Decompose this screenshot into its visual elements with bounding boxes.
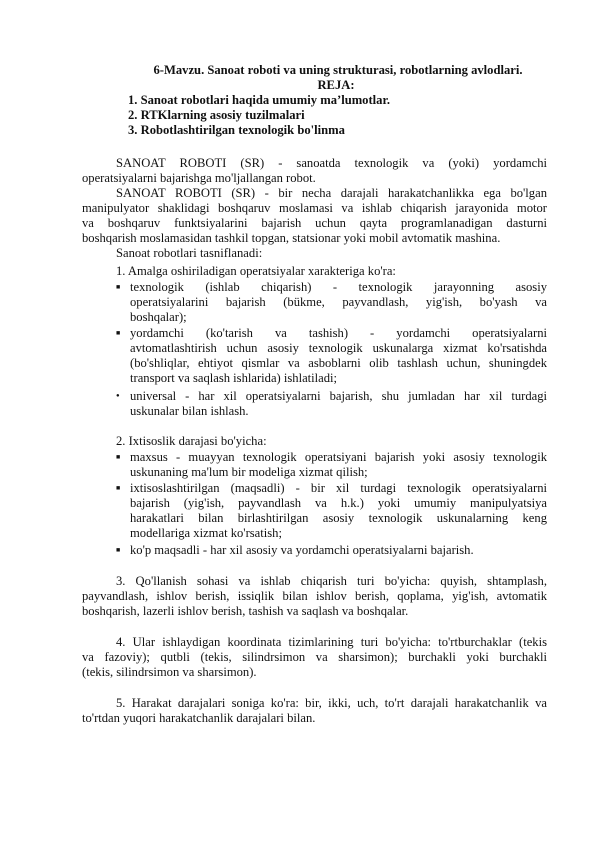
paragraph-line: (tekis, silindrsimon va sharsimon). [82, 665, 257, 679]
paragraph-line: boshqarish, lazerli ishlov berish, tashish va saqlash va boshqalar. [82, 604, 409, 618]
paragraph-line: 4. Ular ishlaydigan koordinata tizimlarining turi bo'yicha: to'rtburchaklar (tekis [116, 635, 547, 649]
list-item-line: bajarish (yig'ish, payvandlash va h.k.) yoki umumiy manipulyatsiya [130, 496, 547, 510]
definition-line: SANOAT ROBOTI (SR) - bir necha darajali harakatchanlikka ega bo'lgan [116, 186, 547, 200]
list-item-line: harakatlari bilan birlashtirilgan asosiy texnologik uskunalarning keng [130, 511, 547, 525]
bullet-icon: ■ [116, 546, 121, 554]
list-item-line: uskunalar bilan ishlash. [130, 404, 249, 418]
paragraph-line: payvandlash, ishlov berish, issiqlik bilan ishlov berish, qoplama, yig'ish, avtomatik [82, 589, 547, 603]
list-item-line: maxsus - muayyan texnologik operatsiyani bajarish yoki asosiy texnologik [130, 450, 547, 464]
list-item-line: ko'p maqsadli - har xil asosiy va yordamchi operatsiyalarni bajarish. [130, 543, 474, 557]
list-item-line: ixtisoslashtirilgan (maqsadli) - bir xil turdagi texnologik operatsiyalarni [130, 481, 547, 495]
paragraph-line: 5. Harakat darajalari soniga ko'ra: bir, ikki, uch, to'rt darajali harakatchanlik va [116, 696, 547, 710]
definition-line: boshqarish moslamasidan tashkil topgan, statsionar yoki mobil avtomatik mashina. [82, 231, 501, 245]
bullet-icon: ■ [116, 283, 121, 291]
plan-item: 2. RTKlarning asosiy tuzilmalari [128, 108, 305, 122]
list-item-line: operatsiyalarini bajarish (bükme, payvandlash, yig'ish, bo'yash va [130, 295, 547, 309]
bullet-icon: ● [116, 393, 120, 399]
list-item-line: boshqalar); [130, 310, 187, 324]
paragraph-line: 3. Qo'llanish sohasi va ishlab chiqarish turi bo'yicha: quyish, shtamplash, [116, 574, 547, 588]
paragraph-line: va fazoviy); qutbli (tekis, silindrsimon va sharsimon); burchakli yoki burchakli [82, 650, 547, 664]
list-item-line: modellariga xizmat ko'rsatish; [130, 526, 282, 540]
bullet-icon: ■ [116, 484, 121, 492]
list-item-line: yordamchi (ko'tarish va tashish) - yordamchi operatsiyalarni [130, 326, 547, 340]
bullet-icon: ■ [116, 453, 121, 461]
paragraph-line: to'rtdan yuqori harakatchanlik darajalari bilan. [82, 711, 316, 725]
section-heading: 1. Amalga oshiriladigan operatsiyalar xarakteriga ko'ra: [116, 264, 396, 278]
definition-line: va boshqaruv funktsiyalarini bajarish uchun qayta programlanadigan dasturni [82, 216, 547, 230]
section-heading: 2. Ixtisoslik darajasi bo'yicha: [116, 434, 267, 448]
classification-heading: Sanoat robotlari tasniflanadi: [116, 246, 263, 260]
plan-item: 1. Sanoat robotlari haqida umumiy ma’lumotlar. [128, 93, 391, 107]
list-item-line: avtomatlashtirish uchun asosiy texnologik uskunalarga xizmat ko'rsatishda [130, 341, 547, 355]
plan-heading: REJA: [317, 78, 355, 92]
definition-line: operatsiyalarni bajarishga mo'ljallangan robot. [82, 171, 316, 185]
list-item-line: universal - har xil operatsiyalarni bajarish, shu jumladan har xil turdagi [130, 389, 547, 403]
document-title: 6-Mavzu. Sanoat roboti va uning strukturasi, robotlarning avlodlari. [153, 63, 523, 77]
bullet-icon: ■ [116, 329, 121, 337]
definition-line: SANOAT ROBOTI (SR) - sanoatda texnologik va (yoki) yordamchi [116, 156, 547, 170]
plan-item: 3. Robotlashtirilgan texnologik bo'linma [128, 123, 345, 137]
definition-line: manipulyator shaklidagi boshqaruv moslamasi va ishlab chiqarish jarayonida motor [82, 201, 547, 215]
list-item-line: uskunaning ma'lum bir modeliga xizmat qilish; [130, 465, 368, 479]
list-item-line: transport va saqlash ishlarida) ishlatiladi; [130, 371, 338, 385]
list-item-line: (bo'shliqlar, ehtiyot qismlar va asboblarni olib tashlash uchun, shuningdek [130, 356, 547, 370]
list-item-line: texnologik (ishlab chiqarish) - texnologik jarayonning asosiy [130, 280, 547, 294]
